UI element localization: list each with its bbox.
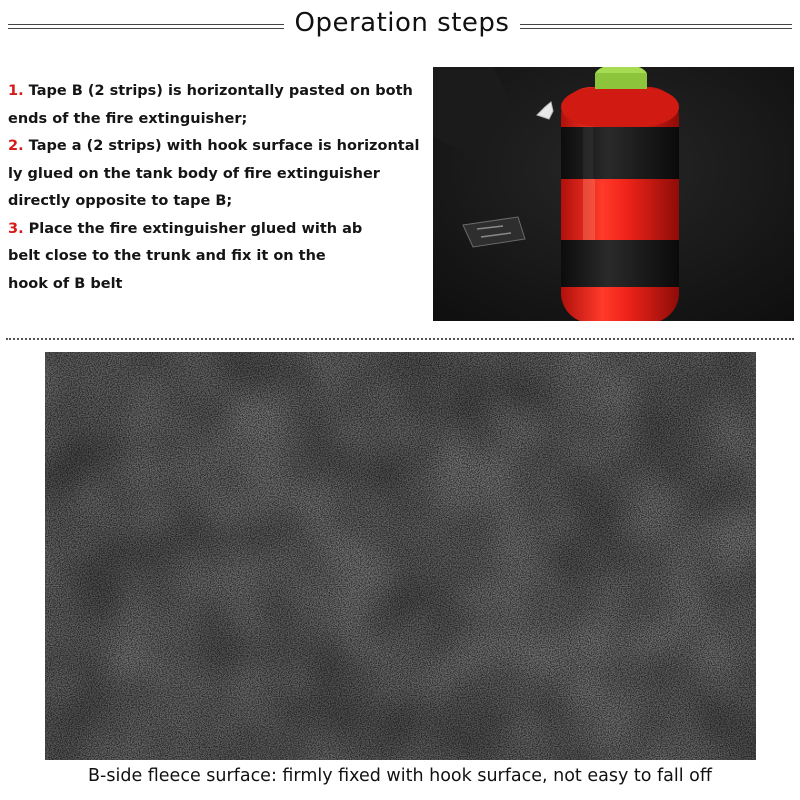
step-2 — [8, 133, 428, 216]
step-line — [8, 78, 428, 106]
step-text: Place the fire extinguisher glued with ab — [28, 220, 363, 237]
step-line: ly glued on the tank body of fire extinguisher — [8, 165, 380, 182]
fleece-surface-photo — [45, 352, 756, 760]
page-title: Operation steps — [294, 8, 510, 38]
lower-strap — [561, 240, 679, 287]
section-divider — [6, 338, 794, 340]
strap-sheen — [583, 127, 593, 179]
extinguisher-shoulder — [561, 87, 679, 127]
fire-extinguisher-photo — [433, 67, 794, 321]
step-line: belt close to the trunk and fix it on the — [8, 248, 326, 264]
step-line: ends of the fire extinguisher; — [8, 110, 248, 127]
felt-shading — [45, 352, 756, 760]
header-rule-left — [8, 24, 284, 30]
step-line — [8, 133, 428, 161]
upper-strap — [561, 127, 679, 179]
body-highlight — [583, 179, 595, 240]
step-line — [8, 216, 428, 244]
step-line: hook of B belt — [8, 275, 123, 292]
extinguisher-cap-base — [595, 73, 647, 89]
fleece-texture — [45, 352, 756, 760]
header-rule-right — [520, 24, 792, 30]
step-line: directly opposite to tape B; — [8, 193, 233, 209]
fleece-caption: B-side fleece surface: firmly fixed with hook surface, not easy to fall off — [88, 766, 712, 786]
fire-extinguisher-illustration — [433, 67, 794, 321]
step-text: Tape B (2 strips) is horizontally pasted on both — [28, 83, 413, 99]
step-number: 1. — [8, 83, 24, 99]
step-number: 2. — [8, 138, 24, 154]
step-text: Tape a (2 strips) with hook surface is horizontal — [28, 138, 420, 154]
header — [0, 0, 800, 56]
step-number: 3. — [8, 220, 24, 237]
step-1 — [8, 78, 428, 133]
operation-steps — [8, 78, 428, 298]
step-3 — [8, 216, 428, 299]
